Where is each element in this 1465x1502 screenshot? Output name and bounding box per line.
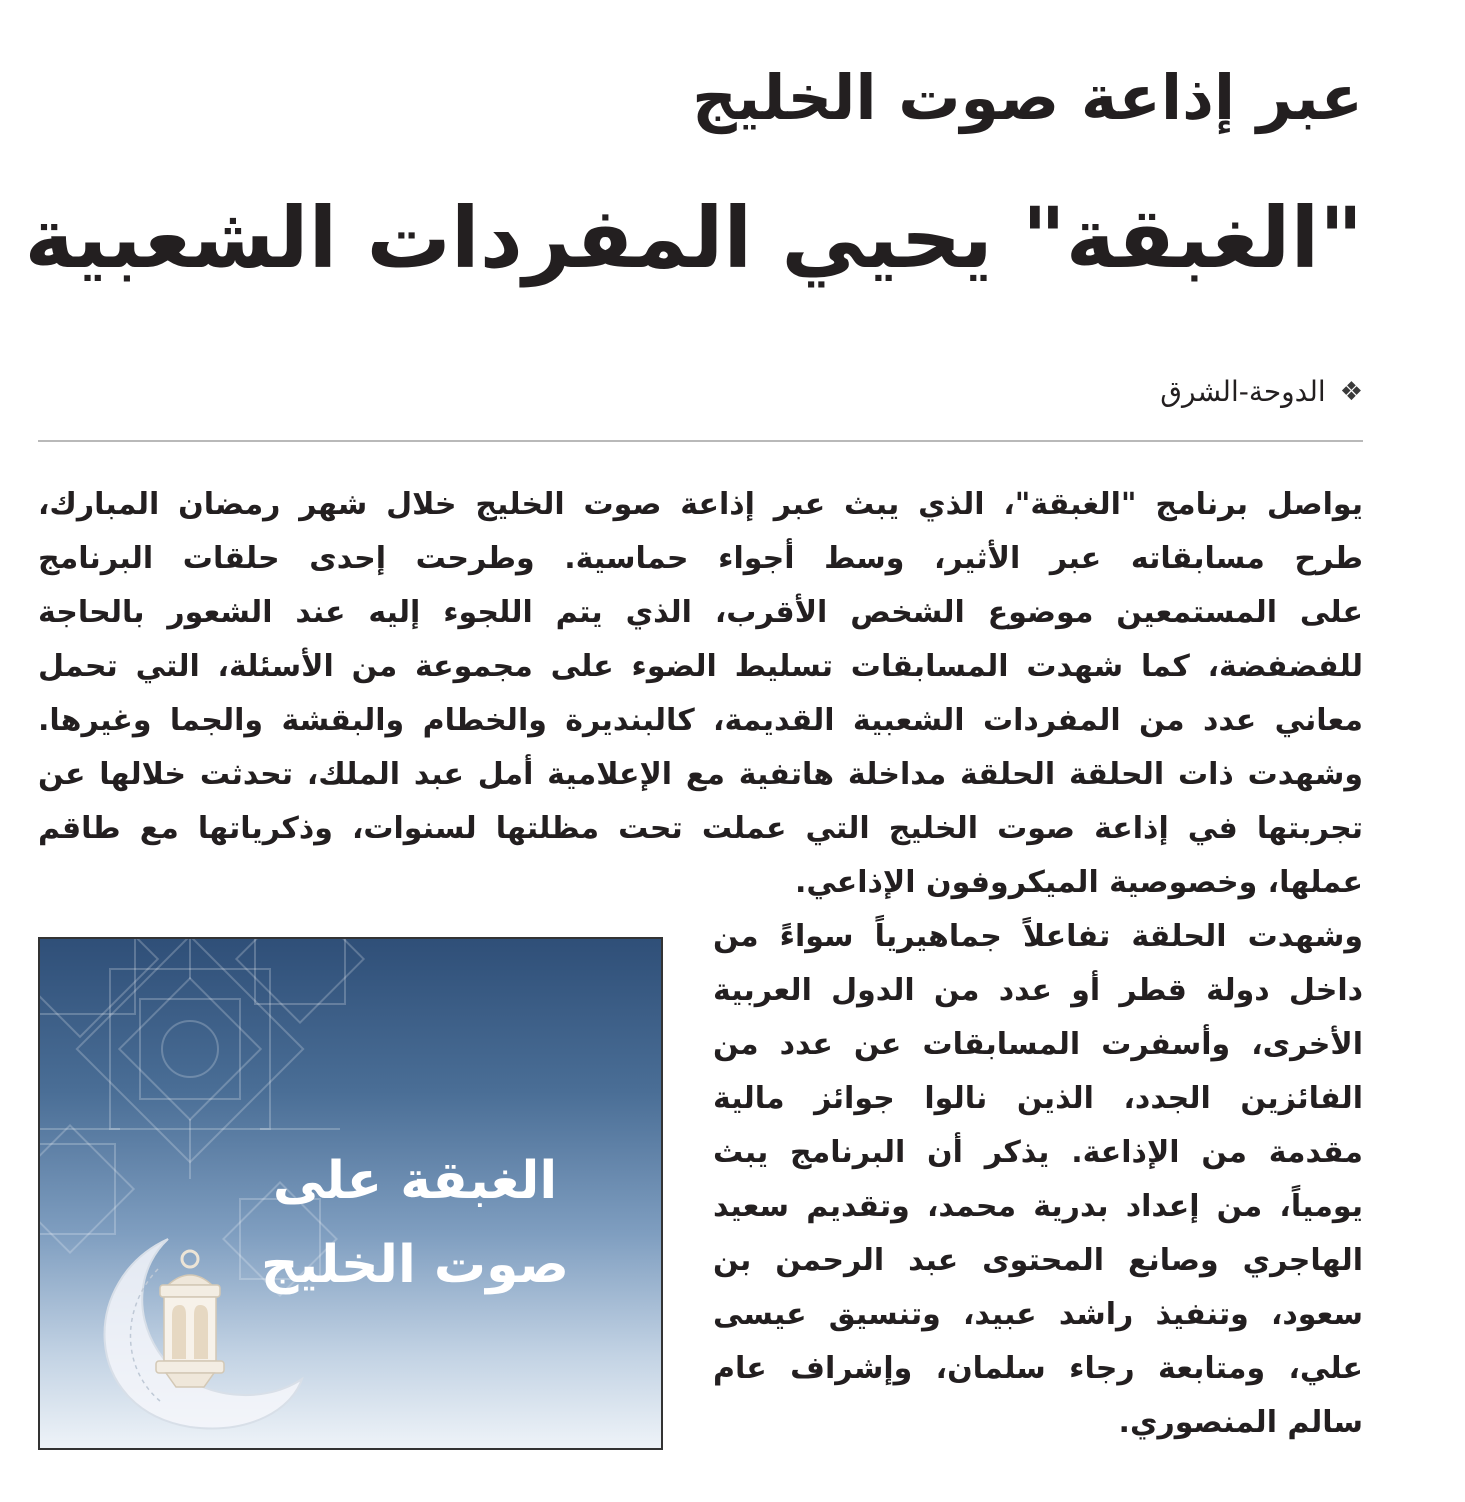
body-line: الفائزين الجدد، الذين نالوا جوائز مالية <box>713 1081 1363 1116</box>
body-line: معاني عدد من المفردات الشعبية القديمة، كالبنديرة والخطام والبقشة والجما وغيرها. <box>38 703 1363 738</box>
body-line: يومياً، من إعداد بدرية محمد، وتقديم سعيد <box>713 1189 1363 1224</box>
dateline <box>1160 370 1363 414</box>
article-headline: "الغبقة" يحيي المفردات الشعبية <box>24 189 1363 287</box>
dateline-text: الدوحة-الشرق <box>1160 375 1326 408</box>
promo-title-line: الغبقة على <box>272 1151 558 1211</box>
body-line: وشهدت الحلقة تفاعلاً جماهيرياً سواءً من <box>713 919 1363 954</box>
body-line: عملها، وخصوصية الميكروفون الإذاعي. <box>795 865 1363 900</box>
body-line: داخل دولة قطر أو عدد من الدول العربية <box>713 973 1363 1008</box>
promo-title <box>205 1139 625 1307</box>
article-body-wide <box>38 478 1363 910</box>
body-line: طرح مسابقاته عبر الأثير، وسط أجواء حماسية. وطرحت إحدى حلقات البرنامج <box>38 541 1363 576</box>
diamond-bullet-icon: ❖ <box>1339 377 1363 407</box>
divider-rule <box>38 440 1363 442</box>
promo-title-line: صوت الخليج <box>261 1235 569 1295</box>
body-line: يواصل برنامج "الغبقة"، الذي يبث عبر إذاعة صوت الخليج خلال شهر رمضان المبارك، <box>38 487 1363 522</box>
body-line: الأخرى، وأسفرت المسابقات عن عدد من <box>713 1027 1363 1062</box>
body-line: على المستمعين موضوع الشخص الأقرب، الذي يتم اللجوء إليه عند الشعور بالحاجة <box>38 595 1363 630</box>
article-kicker: عبر إذاعة صوت الخليج <box>692 61 1363 134</box>
body-line: للفضفضة، كما شهدت المسابقات تسليط الضوء على مجموعة من الأسئلة، التي تحمل <box>38 649 1363 684</box>
body-line: وشهدت ذات الحلقة الحلقة مداخلة هاتفية مع الإعلامية أمل عبد الملك، تحدثت خلالها عن <box>38 757 1363 792</box>
body-line: سعود، وتنفيذ راشد عبيد، وتنسيق عيسى <box>713 1297 1363 1332</box>
body-line: مقدمة من الإذاعة. يذكر أن البرنامج يبث <box>713 1135 1363 1170</box>
body-line: سالم المنصوري. <box>1118 1405 1363 1440</box>
body-line: تجربتها في إذاعة صوت الخليج التي عملت تحت مظلتها لسنوات، وذكرياتها مع طاقم <box>38 811 1363 846</box>
promo-image <box>38 937 663 1450</box>
body-line: علي، ومتابعة رجاء سلمان، وإشراف عام <box>713 1351 1363 1386</box>
body-line: الهاجري وصانع المحتوى عبد الرحمن بن <box>713 1243 1363 1278</box>
article-body-narrow <box>713 910 1363 1450</box>
